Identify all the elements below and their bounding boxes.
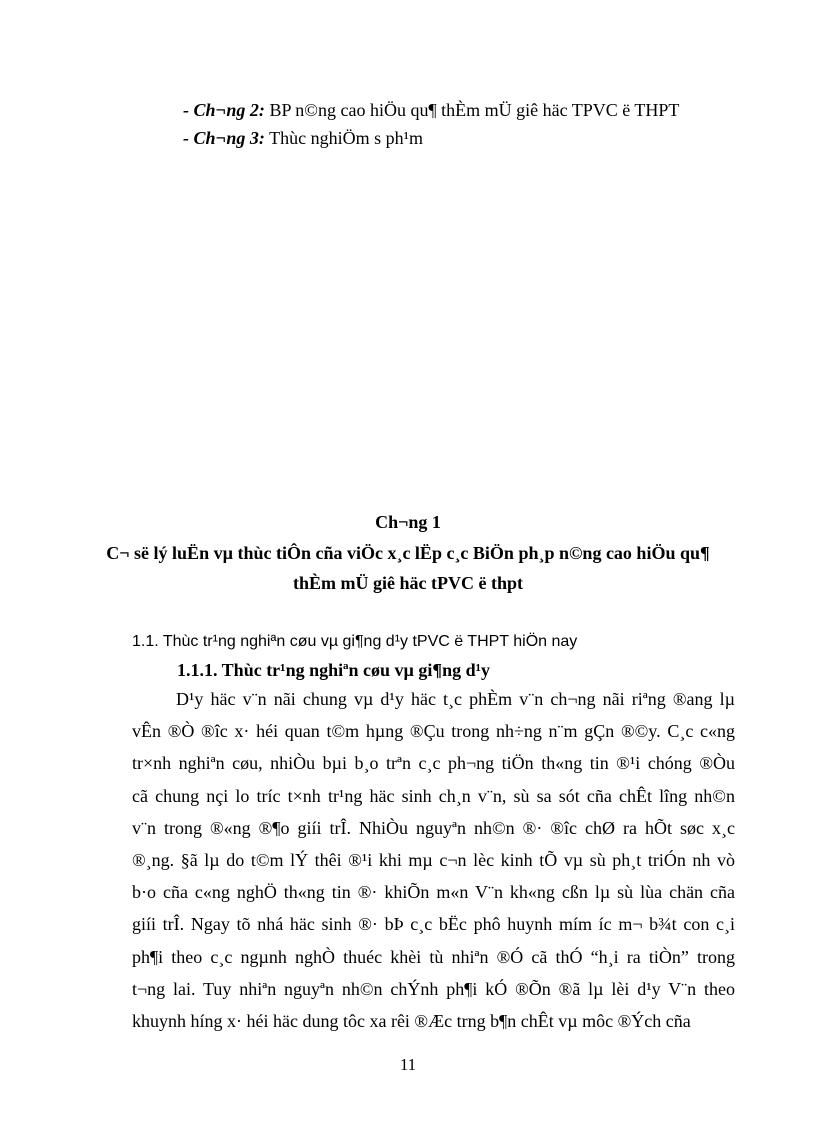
paragraph-line: D¹y häc v¨n nãi chung vµ d¹y häc t¸c phÈm v¨n ch¬ng nãi riªng ®ang lµ: [176, 689, 735, 709]
outline-chapter-2: [183, 100, 679, 121]
paragraph-line: ®¸ng. §ã lµ do t©m lÝ thêi ®¹i khi mµ c¬n lèc kinh tÕ vµ sù ph¸t triÓn nh vò: [132, 850, 735, 871]
outline-text: Thùc nghiÖm s ph¹m: [264, 128, 423, 148]
paragraph-line: v¨n trong ®«ng ®¶o giíi trÎ. NhiÒu nguyªn nh©n ®· ®îc chØ ra hÕt søc x¸c: [132, 817, 735, 838]
paragraph-line: tr×nh nghiªn cøu, nhiÒu bµi b¸o trªn c¸c ph¬ng tiÖn th«ng tin ®¹i chóng ®Òu: [132, 753, 735, 774]
chapter-number: Ch¬ng 1: [375, 512, 441, 532]
paragraph-line: cã chung nçi lo tríc t×nh tr¹ng häc sinh ch¸n v¨n, sù sa sót cña chÊt lîng nh©n: [132, 785, 735, 806]
outline-text: BP n©ng cao hiÖu qu¶ thÈm mÜ giê häc TPVC ë THPT: [264, 100, 680, 120]
section-heading-1-1-1: 1.1.1. Thùc tr¹ng nghiªn cøu vµ gi¶ng d¹y: [177, 660, 491, 680]
paragraph-line: t¬ng lai. Tuy nhiªn nguyªn nh©n chÝnh ph¶i kÓ ®Õn ®ã lµ lèi d¹y V¨n theo: [132, 978, 735, 999]
outline-label: - Ch¬ng 3:: [183, 128, 265, 148]
paragraph-line: vÊn ®Ò ®îc x· héi quan t©m hµng ®Çu trong nh÷ng n¨m gÇn ®©y. C¸c c«ng: [132, 721, 735, 742]
outline-label: - Ch¬ng 2:: [183, 100, 265, 120]
chapter-title-line-1: C¬ së lý luËn vµ thùc tiÔn cña viÖc x¸c lËp c¸c BiÖn ph¸p n©ng cao hiÖu qu¶: [106, 543, 710, 563]
page-number: 11: [399, 1055, 417, 1074]
paragraph-line: ph¶i theo c¸c ngµnh nghÒ thuéc khèi tù nhiªn ®Ó cã thÓ “h¸i ra tiÒn” trong: [132, 946, 735, 967]
paragraph-line: b·o cña c«ng nghÖ th«ng tin ®· khiÕn m«n V¨n kh«ng cßn lµ sù lùa chän cña: [132, 882, 735, 903]
outline-chapter-3: [183, 128, 423, 149]
paragraph-line: giíi trÎ. Ngay tõ nhá häc sinh ®· bÞ c¸c bËc phô huynh mím íc m¬ b¾t con c¸i: [132, 914, 735, 935]
section-heading-1-1: 1.1. Thùc tr¹ng nghiªn cøu vµ gi¶ng d¹y tPVC ë THPT hiÖn nay: [132, 633, 578, 650]
body-paragraph: [132, 683, 735, 1037]
chapter-title-line-2: thÈm mÜ giê häc tPVC ë thpt: [293, 573, 523, 593]
paragraph-line: khuynh híng x· héi häc dung tôc xa rêi ®Æc trng b¶n chÊt vµ môc ®Ých cña: [132, 1011, 691, 1032]
